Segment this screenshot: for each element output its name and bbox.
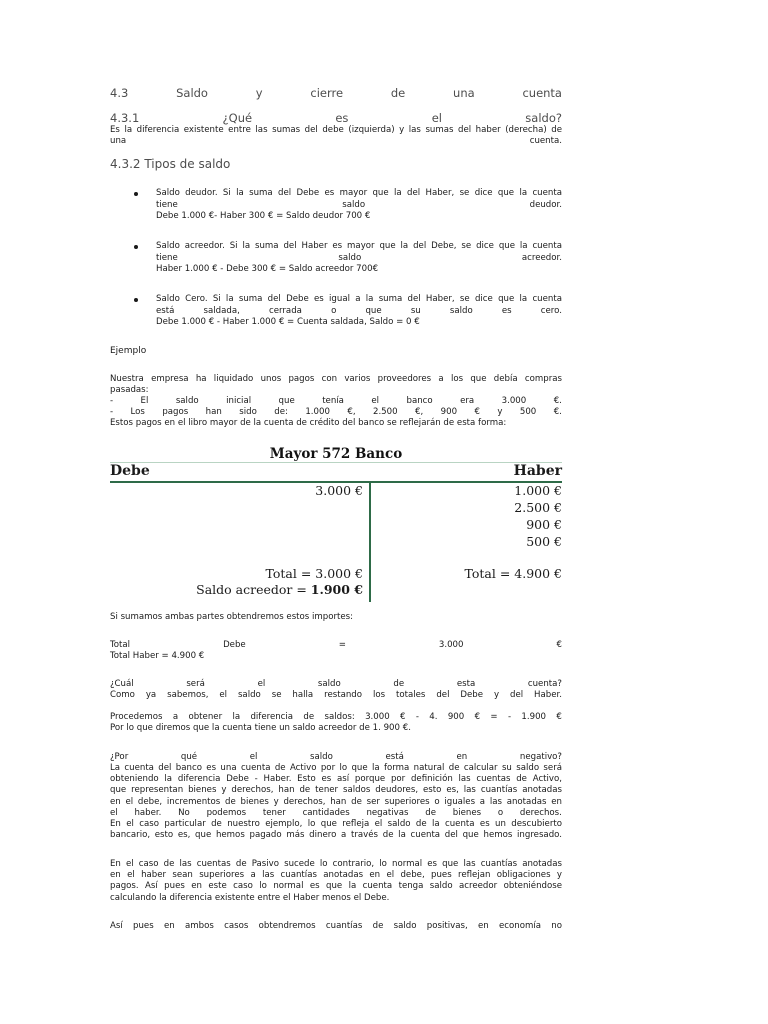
bullet-line: Saldo acreedor. Si la suma del Haber es mayor que la del Debe, se dice que la cuenta (156, 241, 562, 251)
procedure-word: Procedemos (110, 712, 163, 722)
haber-total: Total = 4.900 € (464, 566, 562, 581)
example-word: €. (553, 396, 562, 406)
question-word: el (257, 679, 266, 689)
example-word: pagos (162, 407, 189, 417)
question-word: será (186, 679, 205, 689)
procedure-word: 1.900 (521, 712, 547, 722)
bullet-line: Saldo deudor. Si la suma del Debe es mayor que la del Haber, se dice que la cuenta (156, 188, 562, 198)
example-word: €. (553, 407, 562, 417)
procedure-word: € (400, 712, 406, 722)
question-word: ¿Cuál (110, 679, 134, 689)
paragraph-line: pagos. Así pues en este caso lo normal es que la cuenta tenga saldo acreedor obteniéndose (110, 881, 562, 892)
definition-line-1: Es la diferencia existente entre las sumas del debe (izquierda) y las sumas del haber (derecha) de (110, 125, 562, 135)
example-word: saldo (175, 396, 199, 406)
paragraph-word: tener (262, 807, 286, 818)
example-word: Los (130, 407, 145, 417)
bullet-word: saldo (449, 305, 473, 316)
procedure-word: saldos: (324, 712, 355, 722)
question-2-line-1 (110, 752, 562, 763)
procedure-word: a (172, 712, 179, 722)
procedure-word: € (474, 712, 481, 722)
example-word: de: (274, 407, 288, 417)
procedure-word: = (490, 712, 498, 722)
t-account-title: Mayor 572 Banco (269, 446, 403, 462)
example-line-4 (110, 407, 562, 418)
question-word: está (385, 752, 404, 762)
bullet-line (156, 200, 562, 212)
paragraph-word: No (178, 807, 190, 818)
bullet-word: deudor. (529, 199, 562, 210)
bullet-icon (134, 245, 138, 249)
example-line-1: Nuestra empresa ha liquidado unos pagos con varios proveedores a los que debía compras (110, 374, 562, 384)
example-word: €, (347, 407, 356, 417)
total-word: = (338, 640, 346, 650)
procedure-word: la (232, 712, 241, 722)
bullet-word: su (410, 305, 421, 316)
t-account-top-rule (110, 462, 562, 463)
bullet-icon (134, 298, 138, 302)
bullet-line: Debe 1.000 € - Haber 1.000 € = Cuenta saldada, Saldo = 0 € (156, 317, 420, 328)
definition-line-2 (110, 136, 562, 147)
procedure-word: 3.000 (365, 712, 390, 722)
saldo-acreedor (196, 582, 363, 597)
paragraph-line: en el haber sean superiores a las cuantías anotadas en el debe, pues reflejan obligaciones y (110, 870, 562, 881)
example-word: - (110, 396, 114, 406)
bullet-line (156, 306, 562, 318)
section-heading-4-3 (110, 86, 562, 100)
question-word: de (393, 679, 405, 689)
paragraph-word: o (497, 807, 504, 818)
bullet-word: o (331, 305, 337, 316)
example-word: tenía (322, 396, 344, 406)
example-word: - (110, 407, 114, 417)
example-word: 500 (519, 407, 537, 417)
haber-entry: 500 € (526, 534, 562, 549)
paragraph-word: negativas (366, 807, 409, 818)
procedure-word: diferencia (250, 712, 294, 722)
bullet-item (156, 241, 562, 276)
bullet-word: saldo (342, 199, 366, 210)
bullet-line (156, 253, 562, 265)
paragraph-line: bancario, esto es, que hemos pagado más dinero a través de la cuenta del que hemos ingresado. (110, 830, 562, 841)
heading-word: de (390, 86, 406, 100)
saldo-value: 1.900 € (310, 582, 363, 597)
bullet-word: saldo (338, 252, 362, 263)
question-word: cuenta? (527, 679, 562, 689)
question-1-line-1 (110, 679, 562, 690)
example-line-5: Estos pagos en el libro mayor de la cuenta de crédito del banco se reflejarán de esta forma: (110, 418, 507, 428)
procedure-word: 900 (447, 712, 465, 722)
question-word: saldo (317, 679, 341, 689)
paragraph-line: La cuenta del banco es una cuenta de Activo por lo que la forma natural de calcular su saldo será (110, 763, 562, 773)
question-1-line-2: Como ya sabemos, el saldo se halla restando los totales del Debe y del Haber. (110, 690, 562, 700)
example-word: 1.000 (305, 407, 330, 417)
paragraph-line: calculando la diferencia existente entre el Haber menos el Debe. (110, 892, 390, 903)
haber-label: Haber (513, 463, 562, 479)
paragraph-word: bienes (452, 807, 482, 818)
example-word: 900 (440, 407, 458, 417)
bullet-word: acreedor. (521, 252, 562, 263)
saldo-label: Saldo acreedor = (196, 582, 311, 597)
haber-entry: 900 € (526, 517, 562, 532)
example-word: y (497, 407, 503, 417)
heading-word: 4.3 (110, 86, 129, 100)
total-haber-line: Total Haber = 4.900 € (110, 651, 205, 661)
example-word: 2.500 (372, 407, 398, 417)
haber-entry: 1.000 € (514, 483, 562, 498)
question-word: esta (456, 679, 476, 689)
last-line: Así pues en ambos casos obtendremos cuantías de saldo positivas, en economía no (110, 921, 562, 931)
example-line-3 (110, 396, 562, 407)
bullet-item (156, 294, 562, 329)
bullet-word: cero. (540, 305, 562, 316)
definition-word: una (110, 136, 127, 146)
example-word: han (205, 407, 222, 417)
sum-intro: Si sumamos ambas partes obtendremos estos importes: (110, 612, 354, 622)
total-word: 3.000 (438, 640, 464, 650)
question-word: en (456, 752, 468, 762)
debe-label: Debe (110, 463, 150, 479)
procedure-word: - (415, 712, 419, 722)
procedure-word: € (556, 712, 562, 722)
bullet-line: Debe 1.000 €- Haber 300 € = Saldo deudor 700 € (156, 211, 371, 222)
debe-entry: 3.000 € (315, 483, 363, 498)
procedure-word: 4. (429, 712, 438, 722)
paragraph-word: el (110, 807, 118, 818)
definition-word: cuenta. (529, 136, 562, 146)
example-word: El (140, 396, 149, 406)
paragraph-word: podemos (206, 807, 247, 818)
example-word: 3.000 (501, 396, 527, 406)
example-word: que (278, 396, 295, 406)
procedure-word: - (507, 712, 512, 722)
question-word: el (249, 752, 258, 762)
example-word: banco (406, 396, 433, 406)
example-line-2: pasadas: (110, 385, 149, 395)
bullet-word: tiene (156, 252, 178, 263)
paragraph-line: En el caso de las cuentas de Pasivo sucede lo contrario, lo normal es que las cuantías anotadas (110, 859, 562, 869)
total-word: Total (110, 640, 131, 650)
question-word: qué (180, 752, 198, 762)
paragraph-word: haber. (134, 807, 162, 818)
heading-word: y (255, 86, 263, 100)
paragraph-line: En el caso particular de nuestro ejemplo, lo que refleja el saldo de la cuenta es un descubierto (110, 819, 562, 829)
total-word: € (556, 640, 562, 650)
paragraph-line: obteniendo la diferencia Debe - Haber. Esto es así porque por definición las cuentas de Activo, (110, 774, 562, 785)
bullet-line: Saldo Cero. Si la suma del Debe es igual a la suma del Haber, se dice que la cuenta (156, 294, 562, 304)
bullet-word: es (501, 305, 512, 316)
procedure-word: obtener (188, 712, 223, 722)
paragraph-line (110, 808, 562, 819)
example-word: € (474, 407, 480, 417)
heading-word: ¿Qué (222, 111, 253, 125)
example-word: era (460, 396, 475, 406)
bullet-item (156, 188, 562, 223)
section-heading-4-3-1 (110, 111, 562, 125)
question-word: negativo? (519, 752, 562, 762)
section-heading-4-3-2: 4.3.2 Tipos de saldo (110, 157, 231, 171)
bullet-word: saldada, (203, 305, 240, 316)
heading-word: es (335, 111, 349, 125)
bullet-line: Haber 1.000 € - Debe 300 € = Saldo acreedor 700€ (156, 264, 379, 275)
heading-word: Saldo (176, 86, 208, 100)
heading-word: cuenta (522, 86, 562, 100)
debe-total: Total = 3.000 € (265, 566, 363, 581)
paragraph-line: que representan bienes y derechos, han de tener saldos deudores, esto es, las cuantías anotadas (110, 785, 562, 796)
paragraph-word: derechos. (519, 807, 562, 818)
bullet-word: está (156, 305, 175, 316)
bullet-word: que (365, 305, 382, 316)
example-word: sido (239, 407, 257, 417)
heading-word: una (453, 86, 475, 100)
bullet-word: cerrada (269, 305, 302, 316)
total-debe-line (110, 640, 562, 651)
example-label: Ejemplo (110, 346, 147, 356)
bullet-icon (134, 192, 138, 196)
t-account-divider (369, 482, 371, 602)
bullet-word: tiene (156, 199, 178, 210)
example-word: €, (415, 407, 424, 417)
haber-entry: 2.500 € (514, 500, 562, 515)
total-word: Debe (223, 640, 246, 650)
paragraph-line: en el debe, incrementos de bienes y derechos, han de ser superiores o iguales a las anotadas en (110, 796, 562, 807)
heading-word: 4.3.1 (110, 111, 140, 125)
example-word: inicial (226, 396, 252, 406)
paragraph-word: cantidades (302, 807, 350, 818)
question-word: ¿Por (110, 752, 129, 762)
procedure-word: de (303, 712, 315, 722)
heading-word: saldo? (525, 111, 562, 125)
procedure-line-1 (110, 712, 562, 723)
question-word: saldo (310, 752, 333, 762)
heading-word: el (431, 111, 442, 125)
procedure-line-2: Por lo que diremos que la cuenta tiene un saldo acreedor de 1. 900 €. (110, 723, 411, 733)
heading-word: cierre (310, 86, 344, 100)
example-word: el (371, 396, 380, 406)
paragraph-word: de (425, 807, 436, 818)
